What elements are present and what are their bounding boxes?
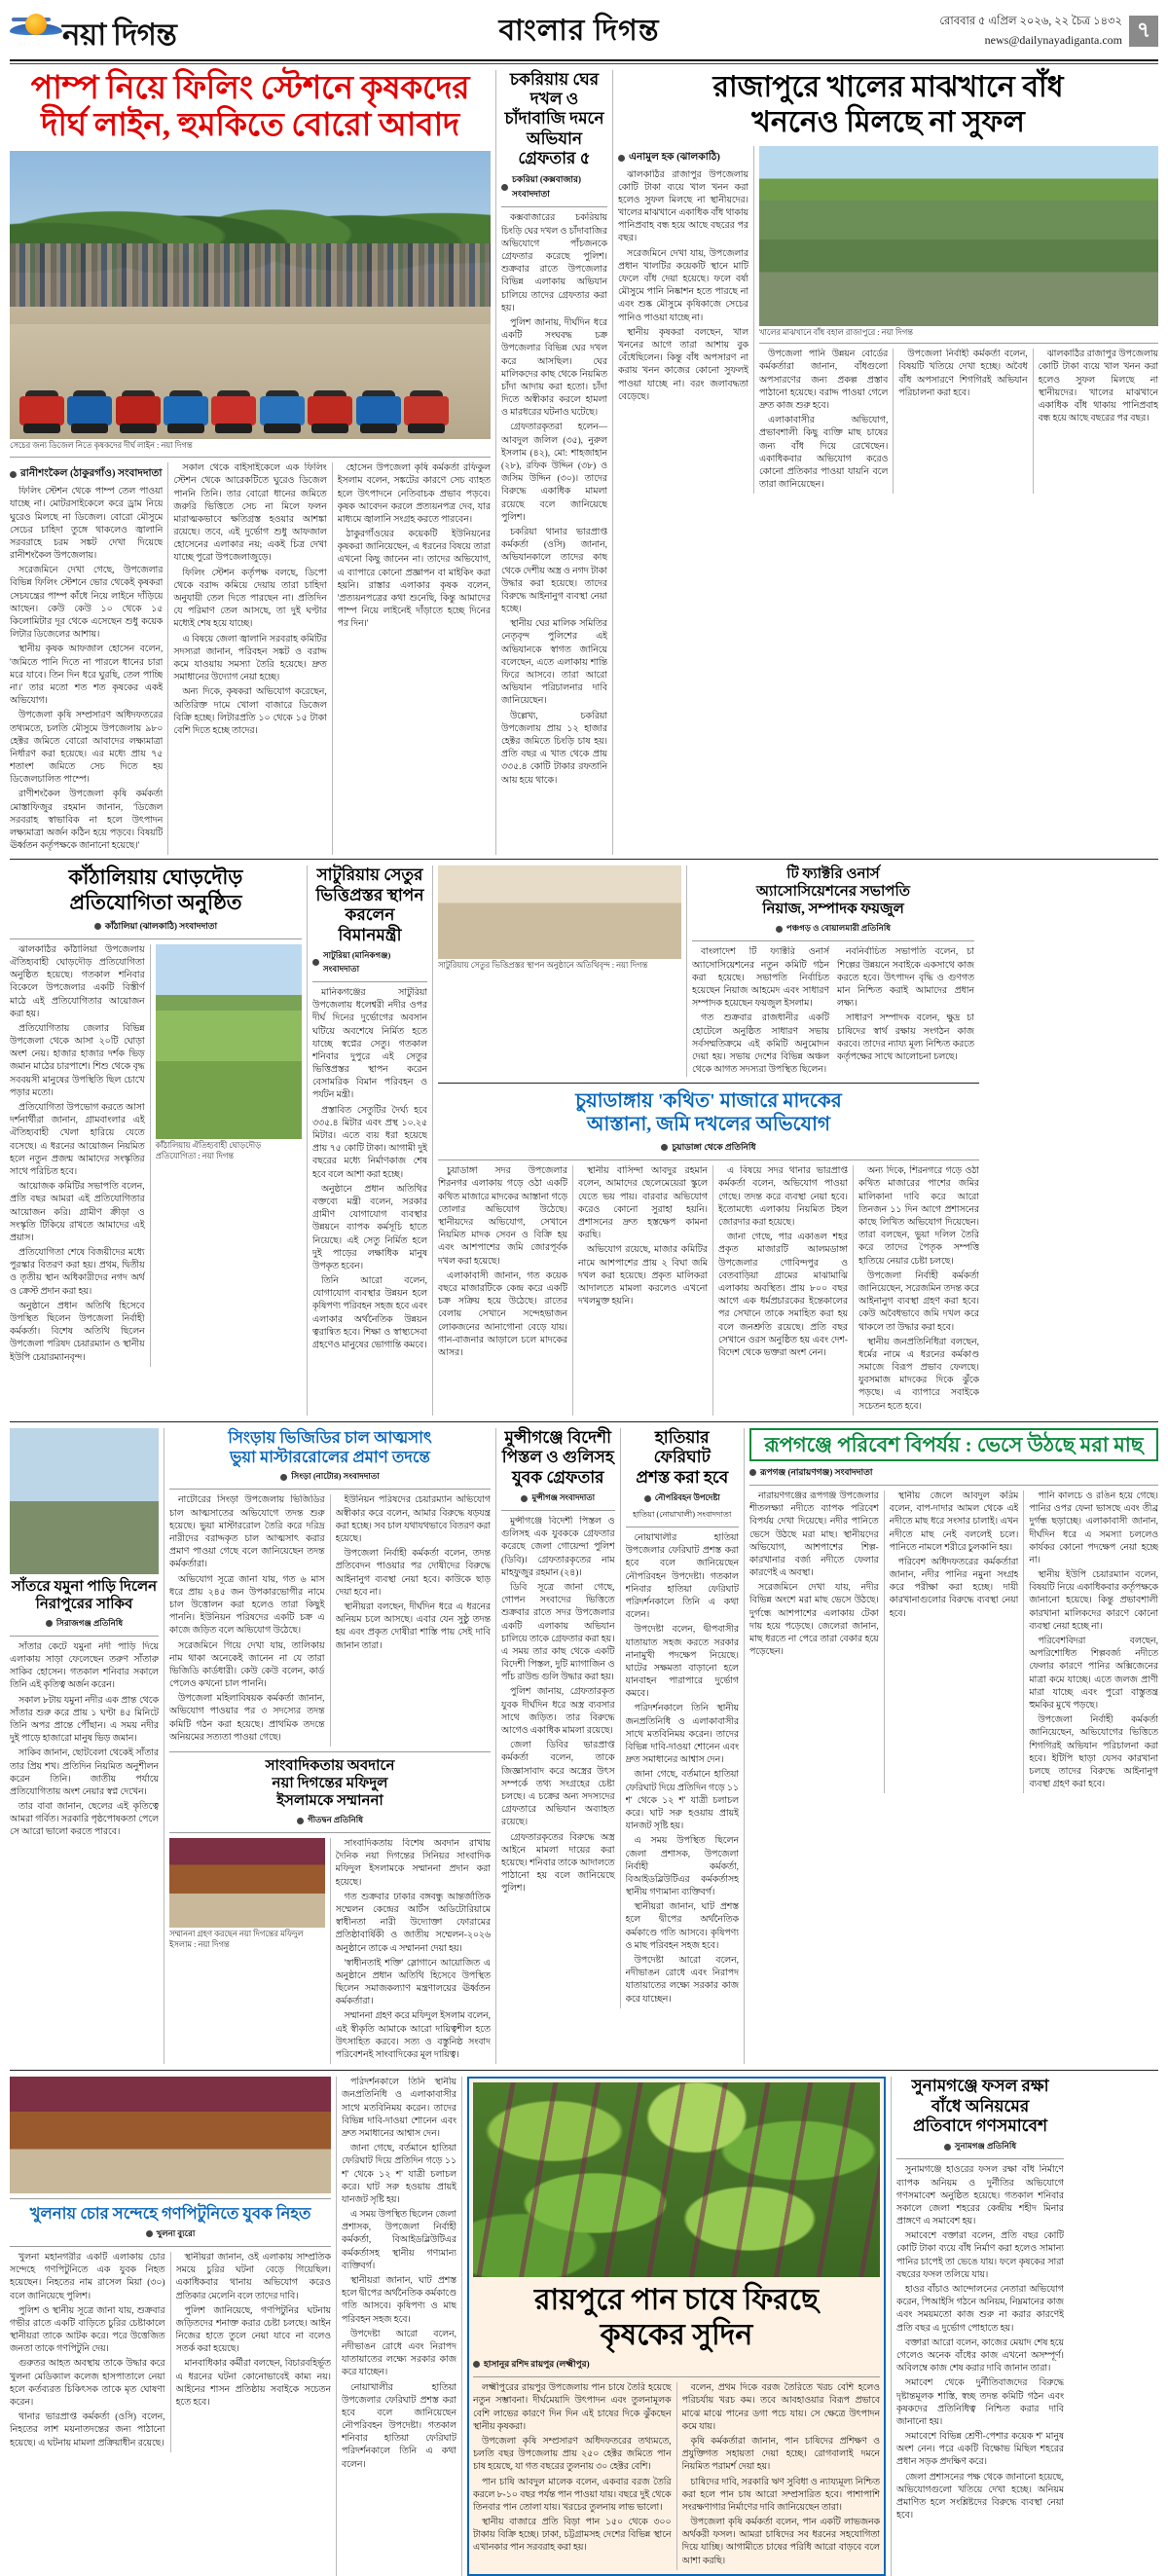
singra-headline-line1: সিংড়ায় ভিজিডির চাল আত্মসাৎ	[228, 1427, 432, 1447]
rupganj-body-col1: নারায়ণগঞ্জের রূপগঞ্জ উপজেলার শীতলক্ষ্যা নদীতে ব্যাপক পরিবেশ বিপর্যয় দেখা দিয়েছে। নদীর পানিতে ভেসে উঠছে মরা মাছ। স্থানীয়দের অভিযোগ, আশপাশের শিল্প-কারখানার বর্জ্য নদীতে ফেলার কারণেই এ অবস্থা। সরেজমিনে দেখা যায়, নদীর বিভিন্ন অংশে মরা মাছ ভেসে উঠছে। দুর্গন্ধে আশপাশের এলাকায় টেকা দায় হয়ে পড়েছে। জেলেরা জানান, মাছ ধরতে না পেরে তারা বেকার হয়ে পড়েছেন।	[749, 1490, 879, 1658]
lead-headline-line2: দীর্ঘ লাইন, হুমকিতে বোরো আবাদ	[41, 108, 459, 144]
rupganj-banner	[749, 1428, 1158, 1461]
bullet-icon	[280, 1474, 287, 1481]
singra-headline-line2: ভুয়া মাস্টাররোলের প্রমাণ তদন্তে	[230, 1447, 430, 1466]
kathalia-headline-line1: কাঁঠালিয়ায় ঘোড়দৌড়	[68, 865, 243, 890]
swimmer-byline: সিরাজগঞ্জ প্রতিনিধি	[10, 1617, 159, 1631]
munshiganj-hatiya-block	[501, 1428, 739, 2064]
raipur-byline: হাসানুর রশিদ রায়পুর (লক্ষ্মীপুর)	[473, 2357, 880, 2372]
hatiya-headline-line2: প্রশস্ত করা হবে	[636, 1467, 729, 1487]
hatiya-byline: হাতিয়া (নোয়াখালী) সংবাদদাতা	[633, 1510, 732, 1520]
swimmer-body: সাঁতার কেটে যমুনা নদী পাড়ি দিয়ে এলাকায় সাড়া ফেলেছেন তরুণ সাঁতারু সাকিব হোসেন। গতকাল শনিবার সকালে তিনি এই কৃতিত্ব অর্জন করেন। সকাল ৮টায় যমুনা নদীর এক প্রান্ত থেকে সাঁতার শুরু করে প্রায় ১ ঘণ্টা ৪৫ মিনিটে তিনি অপর প্রান্তে পৌঁছান। এ সময় নদীর দুই পাড়ে হাজারো মানুষ ভিড় জমান। সাকিব জানান, ছোটবেলা থেকেই সাঁতার তার প্রিয় শখ। প্রতিদিন নিয়মিত অনুশীলন করেন তিনি। জাতীয় পর্যায়ে প্রতিযোগিতায় অংশ নেয়ার স্বপ্ন দেখেন। তার বাবা জানান, ছেলের এই কৃতিত্বে আমরা গর্বিত। সরকারি পৃষ্ঠপোষকতা পেলে সে আরো ভালো করতে পারবে।	[10, 1641, 159, 1838]
sunamganj-body: সুনামগঞ্জে হাওরের ফসল রক্ষা বাঁধ নির্মাণে ব্যাপক অনিয়ম ও দুর্নীতির অভিযোগে গণসমাবেশ অনুষ্ঠিত হয়েছে। গতকাল শনিবার সকালে জেলা শহরের কেন্দ্রীয় শহীদ মিনার প্রাঙ্গণে এ সমাবেশ হয়। সমাবেশে বক্তারা বলেন, প্রতি বছর কোটি কোটি টাকা ব্যয়ে বাঁধ নির্মাণ করা হলেও সামান্য পানির চাপেই তা ভেঙে যায়। ফলে কৃষকের সারা বছরের ফসল তলিয়ে যায়। হাওর বাঁচাও আন্দোলনের নেতারা অভিযোগ করেন, পিআইসি গঠনে অনিয়ম, নিম্নমানের কাজ এবং সময়মতো কাজ শুরু না করার কারণেই প্রতি বছর এ দুর্ভোগ পোহাতে হয়। বক্তারা আরো বলেন, কাজের মেয়াদ শেষ হয়ে গেলেও অনেক বাঁধের কাজ এখনো অসম্পূর্ণ। অবিলম্বে কাজ শেষ করার দাবি জানান তারা। সমাবেশ থেকে দুর্নীতিবাজদের বিরুদ্ধে দৃষ্টান্তমূলক শাস্তি, স্বচ্ছ তদন্ত কমিটি গঠন এবং কৃষকদের প্রতিনিধিত্ব নিশ্চিত করার দাবি জানানো হয়। সমাবেশে বিভিন্ন শ্রেণী-পেশার কয়েক শ' মানুষ অংশ নেন। পরে একটি বিক্ষোভ মিছিল শহরের প্রধান সড়ক প্রদক্ষিণ করে। জেলা প্রশাসনের পক্ষ থেকে জানানো হয়েছে, অভিযোগগুলো খতিয়ে দেখা হচ্ছে। অনিয়ম প্রমাণিত হলে সংশ্লিষ্টদের বিরুদ্ধে ব্যবস্থা নেয়া হবে।	[896, 2165, 1064, 2521]
rajapur-photo-caption: খালের মাঝখানে বাঁধ বহাল রাজাপুরে : নয়া দিগন্ত	[759, 327, 913, 337]
khulna-story	[10, 2077, 331, 2576]
satturia-headline-line2: ভিত্তিপ্রস্তর স্থাপন	[315, 885, 424, 904]
raipur-photo	[473, 2082, 880, 2277]
hatiya-story	[626, 1428, 740, 2008]
sunamganj-story	[896, 2077, 1064, 2576]
rajapur-body-col3: উপজেলা নির্বাহী কর্মকর্তা বলেন, বিষয়টি খতিয়ে দেখা হচ্ছে। অবৈধ বাঁধ অপসারণে শিগগিরই অভিযান পরিচালনা করা হবে।	[898, 350, 1028, 398]
lead-photo	[10, 151, 491, 439]
honor-body: সাংবাদিকতায় বিশেষ অবদান রাখায় দৈনিক নয়া দিগন্তের সিনিয়র সাংবাদিক মফিদুল ইসলামকে সম্মাননা প্রদান করা হয়েছে। গত শুক্রবার ঢাকার বঙ্গবন্ধু আন্তর্জাতিক সম্মেলন কেন্দ্রের আর্টস অডিটোরিয়ামে স্বাধীনতা নারী উদ্যোক্তা ফোরামের প্রতিষ্ঠাবার্ষিকী ও জাতীয় সম্মেলন-২০২৬ অনুষ্ঠানে তাকে এ সম্মাননা দেয়া হয়। 'স্বাধীনতাই শক্তি' স্লোগানে আয়োজিত এ অনুষ্ঠানে প্রধান অতিথি হিসেবে উপস্থিত ছিলেন সমাজকল্যাণ মন্ত্রণালয়ের ঊর্ধ্বতন কর্মকর্তারা। সম্মাননা গ্রহণ করে মফিদুল ইসলাম বলেন, এই স্বীকৃতি আমাকে আরো দায়িত্বশীল হতে উৎসাহিত করবে। সত্য ও বস্তুনিষ্ঠ সংবাদ পরিবেশনই সাংবাদিকের মূল দায়িত্ব।	[335, 1839, 491, 2060]
lead-story	[10, 70, 491, 856]
munshiganj-story	[501, 1428, 615, 2008]
honor-byline: গীতদ্বন প্রতিনিধি	[169, 1814, 491, 1827]
tea-headline-line3: নিয়াজ, সম্পাদক ফয়জুল	[762, 902, 904, 918]
satturia-body: মানিকগঞ্জের সাটুরিয়া উপজেলায় ধলেশ্বরী নদীর ওপর দীর্ঘ দিনের দুর্ভোগের অবসান ঘটিয়ে অবশেষে নির্মিত হতে যাচ্ছে স্বপ্নের সেতু। গতকাল শনিবার দুপুরে এই সেতুর ভিত্তিপ্রস্তর স্থাপন করেন বেসামরিক বিমান পরিবহন ও পর্যটন মন্ত্রী। প্রস্তাবিত সেতুটির দৈর্ঘ্য হবে ৩৩৫.৪ মিটার এবং প্রস্থ ১০.২৫ মিটার। এতে ব্যয় ধরা হয়েছে প্রায় ৭৫ কোটি টাকা। আগামী দুই বছরের মধ্যে নির্মাণকাজ শেষ হবে বলে আশা করা হচ্ছে। অনুষ্ঠানে প্রধান অতিথির বক্তব্যে মন্ত্রী বলেন, সরকার গ্রামীণ যোগাযোগ ব্যবস্থার উন্নয়নে ব্যাপক কর্মসূচি হাতে নিয়েছে। এই সেতু নির্মিত হলে দুই পাড়ের লক্ষাধিক মানুষ উপকৃত হবেন। তিনি আরো বলেন, যোগাযোগ ব্যবস্থার উন্নয়ন হলে কৃষিপণ্য পরিবহন সহজ হবে এবং এলাকার অর্থনৈতিক উন্নয়ন ত্বরান্বিত হবে। শিক্ষা ও স্বাস্থ্যসেবা গ্রহণেও মানুষের ভোগান্তি কমবে।	[312, 987, 427, 1351]
bullet-icon	[94, 923, 101, 930]
bullet-icon	[10, 471, 17, 478]
raipur-headline-line1: রায়পুরে পান চাষে ফিরছে	[534, 2284, 819, 2317]
rajapur-byline: এনামুল হক (ঝালকাঠি)	[618, 150, 748, 166]
hatiya-body-cont: পরিদর্শনকালে তিনি স্থানীয় জনপ্রতিনিধি ও এলাকাবাসীর সাথে মতবিনিময় করেন। তাদের বিভিন্ন দাবি-দাওয়া শোনেন এবং দ্রুত সমাধানের আশ্বাস দেন। জানা গেছে, বর্তমানে হাতিয়া ফেরিঘাট দিয়ে প্রতিদিন গড়ে ১১ শ' থেকে ১২ শ' যাত্রী চলাচল করে। ঘাট সরু হওয়ায় প্রায়ই যানজট সৃষ্টি হয়। এ সময় উপস্থিত ছিলেন জেলা প্রশাসক, উপজেলা নির্বাহী কর্মকর্তা, বিআইডব্লিউটিএর কর্মকর্তাসহ স্থানীয় গণ্যমান্য ব্যক্তিবর্গ। স্থানীয়রা জানান, ঘাট প্রশস্ত হলে দ্বীপের অর্থনৈতিক কর্মকাণ্ডে গতি আসবে। কৃষিপণ্য ও মাছ পরিবহন সহজ হবে। উপদেষ্টা আরো বলেন, নদীভাঙন রোধে এবং নিরাপদ যাতায়াতের লক্ষ্যে সরকার কাজ করে যাচ্ছেন। নোয়াখালীর হাতিয়া উপজেলার ফেরিঘাট প্রশস্ত করা হবে বলে জানিয়েছেন নৌপরিবহন উপদেষ্টা। গতকাল শনিবার হাতিয়া ফেরিঘাট পরিদর্শনকালে তিনি এ কথা বলেন।	[342, 2078, 456, 2470]
masthead-rule	[10, 59, 1158, 61]
kathalia-photo	[156, 944, 302, 1139]
bullet-icon	[644, 1495, 651, 1502]
munshiganj-body: মুন্সীগঞ্জে বিদেশী পিস্তল ও গুলিসহ এক যুবককে গ্রেফতার করেছে জেলা গোয়েন্দা পুলিশ (ডিবি)। গ্রেফতারকৃতের নাম মাহফুজুর রহমান (২৪)। ডিবি সূত্রে জানা গেছে, গোপন সংবাদের ভিত্তিতে শুক্রবার রাতে সদর উপজেলার একটি এলাকায় অভিযান চালিয়ে তাকে গ্রেফতার করা হয়। এ সময় তার কাছ থেকে একটি বিদেশী পিস্তল, দুটি ম্যাগাজিন ও পাঁচ রাউন্ড গুলি উদ্ধার করা হয়। পুলিশ জানায়, গ্রেফতারকৃত যুবক দীর্ঘদিন ধরে অস্ত্র ব্যবসার সাথে জড়িত। তার বিরুদ্ধে আগেও একাধিক মামলা রয়েছে। জেলা ডিবির ভারপ্রাপ্ত কর্মকর্তা বলেন, তাকে জিজ্ঞাসাবাদ করে অস্ত্রের উৎস সম্পর্কে তথ্য সংগ্রহের চেষ্টা চলছে। এ চক্রের অন্য সদস্যদের গ্রেফতারে অভিযান অব্যাহত রয়েছে। গ্রেফতারকৃতের বিরুদ্ধে অস্ত্র আইনে মামলা দায়ের করা হয়েছে। শনিবার তাকে আদালতে পাঠানো হয় বলে জানিয়েছে পুলিশ।	[501, 1517, 615, 1895]
publication-logo[interactable]	[10, 12, 253, 51]
munshiganj-headline-line1: মুন্সীগঞ্জে বিদেশী	[504, 1427, 611, 1447]
lead-body-col3: হোসেন উপজেলা কৃষি কর্মকর্তা রফিকুল ইসলাম বলেন, সঙ্কটের কারণে সেচ ব্যাহত হলে উৎপাদনে নেতিবাচক প্রভাব পড়বে। কৃষক আবেদন করলে প্রত্যয়নপত্র দেব, যার মাধ্যমে জ্বালানি সংগ্রহ করতে পারবেন। ঠাকুরগাঁওয়ের কয়েকটি ইউনিয়নের কৃষকরা জানিয়েছেন, এ ধরনের বিষয়ে তারা এখনো কিছু জানেন না। তাদের অভিযোগ, এ ব্যাপারে কোনো প্রজ্ঞাপন বা মাইকিং করা হয়নি। রাস্তার এলাকার কৃষক বলেন, 'প্রত্যয়নপত্রের কথা শুনেছি, কিন্তু আমাদের পাম্প নিয়ে লাইনেই দাঁড়াতে হচ্ছে দিনের পর দিন।'	[337, 463, 491, 630]
tea-body: বাংলাদেশ টি ফ্যাক্টরি ওনার্স অ্যাসোসিয়েশনের নতুন কমিটি গঠন করা হয়েছে। সভাপতি নির্বাচিত হয়েছেন নিয়াজ আহমেদ এবং সাধারণ সম্পাদক হয়েছেন ফয়জুল ইসলাম। গত শুক্রবার রাজধানীর একটি হোটেলে অনুষ্ঠিত সাধারণ সভায় সর্বসম্মতিক্রমে এই কমিটি অনুমোদন দেয়া হয়। সভায় দেশের বিভিন্ন অঞ্চল থেকে আগত সদস্যরা উপস্থিত ছিলেন। নবনির্বাচিত সভাপতি বলেন, চা শিল্পের উন্নয়নে সবাইকে একসাথে কাজ করতে হবে। উৎপাদন বৃদ্ধি ও গুণগত মান নিশ্চিত করাই আমাদের প্রধান লক্ষ্য। সাধারণ সম্পাদক বলেন, ক্ষুদ্র চা চাষিদের স্বার্থ রক্ষায় সংগঠন কাজ করবে। তাদের ন্যায্য মূল্য নিশ্চিত করতে কর্তৃপক্ষের সাথে আলোচনা চলছে।	[692, 947, 974, 1076]
honor-headline-line1: সাংবাদিকতায় অবদানে	[265, 1758, 395, 1774]
hatiya-subhead: নৌপরিবহন উপদেষ্টা	[626, 1491, 740, 1505]
singra-body-col1: নাটোরের সিংড়া উপজেলায় ভিজিডির চাল আত্মসাতের অভিযোগে তদন্ত শুরু হয়েছে। ভুয়া মাস্টাররোল তৈরি করে দরিদ্র নারীদের বরাদ্দকৃত চাল আত্মসাৎ করার প্রমাণ পাওয়া গেছে বলে জানিয়েছেন তদন্ত কর্মকর্তারা। অভিযোগ সূত্রে জানা যায়, গত ৬ মাস ধরে প্রায় ২৪৫ জন উপকারভোগীর নামে চাল উত্তোলন করা হলেও তারা কিছুই পাননি। ইউনিয়ন পরিষদের একটি চক্র এ কাজে জড়িত বলে অভিযোগ উঠেছে। সরেজমিনে গিয়ে দেখা যায়, তালিকায় নাম থাকা অনেকেই জানেন না যে তারা ভিজিডি কার্ডধারী। কেউ কেউ বলেন, কার্ড পেলেও কখনো চাল পাননি। উপজেলা মহিলাবিষয়ক কর্মকর্তা জানান, অভিযোগ পাওয়ার পর ৩ সদস্যের তদন্ত কমিটি গঠন করা হয়েছে। প্রাথমিক তদন্তে অনিয়মের সত্যতা পাওয়া গেছে।	[169, 1495, 325, 1743]
munshiganj-byline: মুন্সীগঞ্জ সংবাদদাতা	[501, 1491, 615, 1505]
kathalia-headline-line2: প্রতিযোগিতা অনুষ্ঠিত	[69, 890, 242, 914]
sunamganj-byline: সুনামগঞ্জ প্রতিনিধি	[896, 2140, 1064, 2153]
page-number-badge: ৭	[1129, 16, 1158, 47]
chuadanga-body-col1: চুয়াডাঙ্গা সদর উপজেলার শিরনগর এলাকায় গড়ে ওঠা একটি কথিত মাজারে মাদকের আস্তানা গড়ে তোলার অভিযোগ উঠেছে। স্থানীয়দের অভিযোগ, সেখানে নিয়মিত মাদক সেবন ও বিক্রি হয় এবং আশপাশের জমি জোরপূর্বক দখল করা হয়েছে। এলাকাবাসী জানান, গত কয়েক বছরে মাজারটিকে কেন্দ্র করে একটি চক্র সক্রিয় হয়ে উঠেছে। রাতের বেলায় সেখানে সন্দেহভাজন লোকজনের আনাগোনা বেড়ে যায়। গান-বাজনার আড়ালে চলে মাদকের আসর।	[438, 1166, 567, 1358]
bullet-icon	[46, 1620, 53, 1627]
chuadanga-body-col4: অন্য দিকে, শিরনগরে গড়ে ওঠা কথিত মাজারের পাশের জমির মালিকানা দাবি করে আরো তিনজন ১১ দিন আগে প্রশাসনের কাছে লিখিত অভিযোগ দিয়েছেন। তারা বলছেন, ভুয়া দলিল তৈরি করে তাদের পৈতৃক সম্পত্তি হাতিয়ে নেয়ার চেষ্টা চলছে। উপজেলা নির্বাহী কর্মকর্তা জানিয়েছেন, সরেজমিন তদন্ত করে আইনানুগ ব্যবস্থা গ্রহণ করা হবে। কেউ অবৈধভাবে জমি দখল করে থাকলে তা উদ্ধার করা হবে। স্থানীয় জনপ্রতিনিধিরা বলছেন, ধর্মের নামে এ ধরনের কর্মকাণ্ড সমাজে বিরূপ প্রভাব ফেলছে। যুবসমাজ মাদকের দিকে ঝুঁকে পড়ছে। এ ব্যাপারে সবাইকে সচেতন হতে হবে।	[858, 1166, 979, 1412]
bullet-icon	[776, 926, 783, 933]
chakaria-byline: চকরিয়া (কক্সবাজার) সংবাদদাতা	[501, 172, 607, 202]
khulna-body-col1: খুলনা মহানগরীর একটি এলাকায় চোর সন্দেহে গণপিটুনিতে এক যুবক নিহত হয়েছেন। নিহতের নাম রাসেল মিয়া (৩০) বলে জানিয়েছে পুলিশ। পুলিশ ও স্থানীয় সূত্রে জানা যায়, শুক্রবার গভীর রাতে একটি বাড়িতে চুরির চেষ্টাকালে স্থানীয়রা তাকে আটক করে। পরে উত্তেজিত জনতা তাকে গণপিটুনি দেয়। গুরুতর আহত অবস্থায় তাকে উদ্ধার করে খুলনা মেডিক্যাল কলেজ হাসপাতালে নেয়া হলে কর্তব্যরত চিকিৎসক তাকে মৃত ঘোষণা করেন। থানার ভারপ্রাপ্ত কর্মকর্তা (ওসি) বলেন, নিহতের লাশ ময়নাতদন্তের জন্য পাঠানো হয়েছে। এ ঘটনায় মামলা প্রক্রিয়াধীন রয়েছে।	[10, 2252, 165, 2448]
kathalia-story	[10, 865, 302, 1415]
raipur-headline-line2: কৃষকের সুদিন	[600, 2319, 753, 2352]
khulna-photo	[10, 2077, 331, 2193]
lead-photo-caption: সেচের জন্য ডিজেল নিতে কৃষকদের দীর্ঘ লাইন : নয়া দিগন্ত	[10, 441, 193, 451]
singra-body-col2: ইউনিয়ন পরিষদের চেয়ারম্যান অভিযোগ অস্বীকার করে বলেন, আমার বিরুদ্ধে ষড়যন্ত্র করা হচ্ছে। সব চাল যথাযথভাবে বিতরণ করা হয়েছে। উপজেলা নির্বাহী কর্মকর্তা বলেন, তদন্ত প্রতিবেদন পাওয়ার পর দোষীদের বিরুদ্ধে আইনানুগ ব্যবস্থা নেয়া হবে। কাউকে ছাড় দেয়া হবে না। স্থানীয়রা বলছেন, দীর্ঘদিন ধরে এ ধরনের অনিয়ম চলে আসছে। এবার যেন সুষ্ঠু তদন্ত হয় এবং প্রকৃত দোষীরা শাস্তি পায় সেই দাবি জানান তারা।	[335, 1495, 491, 1651]
kathalia-body-col1: ঝালকাঠির কাঁঠালিয়া উপজেলায় ঐতিহ্যবাহী ঘোড়দৌড় প্রতিযোগিতা অনুষ্ঠিত হয়েছে। গতকাল শনিবার বিকেলে উপজেলার একটি বিস্তীর্ণ মাঠে এই প্রতিযোগিতার আয়োজন করা হয়। প্রতিযোগিতায় জেলার বিভিন্ন উপজেলা থেকে আসা ২০টি ঘোড়া অংশ নেয়। হাজার হাজার দর্শক ভিড় জমান মাঠের চারপাশে। শিশু থেকে বৃদ্ধ সববয়সী মানুষের উপস্থিতি ছিল চোখে পড়ার মতো। প্রতিযোগিতা উপভোগ করতে আসা দর্শনার্থীরা জানান, গ্রামবাংলার এই ঐতিহ্যবাহী খেলা হারিয়ে যেতে বসেছে। এ ধরনের আয়োজন নিয়মিত হলে নতুন প্রজন্ম আমাদের সংস্কৃতির সাথে পরিচিত হবে। আয়োজক কমিটির সভাপতি বলেন, প্রতি বছর আমরা এই প্রতিযোগিতার আয়োজন করি। গ্রামীণ ক্রীড়া ও সংস্কৃতি টিকিয়ে রাখতে আমাদের এই প্রয়াস। প্রতিযোগিতা শেষে বিজয়ীদের মধ্যে পুরস্কার বিতরণ করা হয়। প্রথম, দ্বিতীয় ও তৃতীয় স্থান অধিকারীদের নগদ অর্থ ও ক্রেস্ট প্রদান করা হয়। অনুষ্ঠানে প্রধান অতিথি হিসেবে উপস্থিত ছিলেন উপজেলা নির্বাহী কর্মকর্তা। বিশেষ অতিথি ছিলেন উপজেলা পরিষদ চেয়ারম্যান ও স্থানীয় ইউপি চেয়ারম্যানবৃন্দ।	[10, 944, 145, 1363]
masthead	[10, 6, 1158, 56]
satturia-story	[312, 865, 427, 1415]
chuadanga-block	[438, 865, 979, 1415]
bullet-icon	[749, 1469, 756, 1476]
chuadanga-body-col3: এ বিষয়ে সদর থানার ভারপ্রাপ্ত কর্মকর্তা বলেন, অভিযোগ পাওয়া গেছে। তদন্ত করে ব্যবস্থা নেয়া হবে। ইতোমধ্যে এলাকায় নিয়মিত টহল জোরদার করা হয়েছে। জানা গেছে, পার একাঙল শহর প্রকৃত মাজারটি আলমডাঙ্গা উপজেলার গোবিন্দপুর ও বেতবাড়িয়া গ্রামের মাঝামাঝি এলাকায় অবস্থিত। প্রায় ৮০০ বছর আগে এক ধর্মপ্রচারকের ইন্তেকালের পর সেখানে তাকে সমাহিত করা হয় বলে জনশ্রুতি রয়েছে। প্রতি বছর সেখানে ওরস অনুষ্ঠিত হয় এবং দেশ-বিদেশ থেকে ভক্তরা অংশ নেন।	[717, 1166, 848, 1358]
bullet-icon	[473, 2361, 480, 2368]
date-line: রোববার ৫ এপ্রিল ২০২৬, ২২ চৈত্র ১৪৩২	[939, 16, 1122, 28]
swimmer-photo	[10, 1428, 159, 1574]
raipur-story	[467, 2077, 886, 2576]
chuadanga-headline-line2: আস্তানা, জমি দখলের অভিযোগ	[587, 1114, 830, 1136]
rajapur-body-col2: উপজেলা পানি উন্নয়ন বোর্ডের কর্মকর্তারা জানান, বাঁধগুলো অপসারণের জন্য প্রকল্প প্রস্তাব পাঠানো হয়েছে। বরাদ্দ পাওয়া গেলে দ্রুত কাজ শুরু হবে। এলাকাবাসীর অভিযোগ, প্রভাবশালী কিছু ব্যক্তি মাছ চাষের জন্য বাঁধ দিয়ে রেখেছেন। একাধিকবার অভিযোগ করেও কোনো প্রতিকার পাওয়া যায়নি বলে তারা জানিয়েছেন।	[759, 350, 889, 491]
section-title: বাংলার দিগন্ত	[498, 14, 660, 47]
satturia-photo-caption: সাটুরিয়ায় সেতুর ভিত্তিপ্রস্তর স্থাপন অনুষ্ঠানে অতিথিবৃন্দ : নয়া দিগন্ত	[438, 961, 648, 971]
hatiya-cont	[342, 2077, 456, 2576]
chuadanga-body-col2: স্থানীয় বাসিন্দা আবদুর রহমান বলেন, আমাদের ছেলেমেয়েরা স্কুলে যেতে ভয় পায়। বারবার অভিযোগ করেও কোনো সুরাহা হয়নি। প্রশাসনের দ্রুত হস্তক্ষেপ কামনা করছি। অভিযোগ রয়েছে, মাজার কমিটির নামে আশপাশের প্রায় ২ বিঘা জমি দখল করা হয়েছে। প্রকৃত মালিকরা আদালতে মামলা করলেও এখনো দখলমুক্ত হয়নি।	[577, 1166, 708, 1307]
logo-text: নয়া দিগন্ত	[62, 18, 177, 52]
raipur-body-col2: বলেন, প্রথম দিকে বরজ তৈরিতে খরচ বেশি হলেও পরিচর্যায় খরচ কম। তবে আবহাওয়ার বিরূপ প্রভাবে মাঝে মাঝে পানের ডগা পচে যায়। সে ক্ষেত্রে উৎপাদন কমে যায়। কৃষি কর্মকর্তারা জানান, পান চাষিদের প্রশিক্ষণ ও প্রযুক্তিগত সহায়তা দেয়া হচ্ছে। রোগবালাই দমনে নিয়মিত পরামর্শ দেয়া হয়। চাষিদের দাবি, সরকারি ঋণ সুবিধা ও ন্যায্যমূল্য নিশ্চিত করা হলে পান চাষ আরো সম্প্রসারিত হবে। পাশাপাশি সংরক্ষণাগার নির্মাণের দাবি জানিয়েছেন তারা। উপজেলা কৃষি কর্মকর্তা বলেন, পান একটি লাভজনক অর্থকরী ফসল। আমরা চাষিদের সব ধরনের সহযোগিতা দিয়ে যাচ্ছি। আগামীতে চাষের পরিধি আরো বাড়বে বলে আশা করছি।	[681, 2383, 880, 2566]
rajapur-photo	[759, 146, 1158, 326]
bullet-icon	[146, 2230, 153, 2237]
bullet-icon	[661, 1144, 668, 1151]
rajapur-headline-line1: রাজাপুরে খালের মাঝখানে বাঁধ	[712, 70, 1064, 103]
chakaria-headline-1: চকরিয়ায় ঘের দখল ও চাঁদাবাজি দমনে অভিযান গ্রেফতার ৫	[504, 69, 604, 168]
singra-byline: সিংড়া (নাটোর) সংবাদদাতা	[169, 1470, 491, 1484]
hatiya-body: নোয়াখালীর হাতিয়া উপজেলার ফেরিঘাট প্রশস্ত করা হবে বলে জানিয়েছেন নৌপরিবহন উপদেষ্টা। গতকাল শনিবার হাতিয়া ফেরিঘাট পরিদর্শনকালে তিনি এ কথা বলেন। উপদেষ্টা বলেন, দ্বীপবাসীর যাতায়াত সহজ করতে সরকার নানামুখী পদক্ষেপ নিয়েছে। ঘাটের সক্ষমতা বাড়ানো হলে যানবাহন পারাপারে দুর্ভোগ কমবে। পরিদর্শনকালে তিনি স্থানীয় জনপ্রতিনিধি ও এলাকাবাসীর সাথে মতবিনিময় করেন। তাদের বিভিন্ন দাবি-দাওয়া শোনেন এবং দ্রুত সমাধানের আশ্বাস দেন। জানা গেছে, বর্তমানে হাতিয়া ফেরিঘাট দিয়ে প্রতিদিন গড়ে ১১ শ' থেকে ১২ শ' যাত্রী চলাচল করে। ঘাট সরু হওয়ায় প্রায়ই যানজট সৃষ্টি হয়। এ সময় উপস্থিত ছিলেন জেলা প্রশাসক, উপজেলা নির্বাহী কর্মকর্তা, বিআইডব্লিউটিএর কর্মকর্তাসহ স্থানীয় গণ্যমান্য ব্যক্তিবর্গ। স্থানীয়রা জানান, ঘাট প্রশস্ত হলে দ্বীপের অর্থনৈতিক কর্মকাণ্ডে গতি আসবে। কৃষিপণ্য ও মাছ পরিবহন সহজ হবে। উপদেষ্টা আরো বলেন, নদীভাঙন রোধে এবং নিরাপদ যাতায়াতের লক্ষ্যে সরকার কাজ করে যাচ্ছেন।	[625, 1533, 739, 2005]
masthead-rule-thin	[10, 63, 1158, 64]
sunamganj-headline-line1: সুনামগঞ্জে ফসল রক্ষা	[911, 2077, 1049, 2096]
kathalia-byline: কাঁঠালিয়া (ঝালকাঠি) সংবাদদাতা	[10, 919, 302, 934]
singra-story	[169, 1428, 491, 2064]
lower-mid-block	[10, 1428, 1158, 2064]
email-address[interactable]: news@dailynayadiganta.com	[984, 32, 1122, 47]
lead-body-col1: ফিলিং স্টেশন থেকে পাম্প তেল পাওয়া যাচ্ছে না। মোটরসাইকেলে করে ড্রাম নিয়ে ঘুরেও মিলছে না ডিজেল। বোরো মৌসুমে সেচের চাহিদা তুঙ্গে থাকলেও জ্বালানি সরবরাহে চরম সঙ্কট দেখা দিয়েছে রানীশংকৈল উপজেলায়। সরেজমিনে দেখা গেছে, উপজেলার বিভিন্ন ফিলিং স্টেশনে ভোর থেকেই কৃষকরা সেচযন্ত্রের পাম্প কাঁধে নিয়ে লাইনে দাঁড়িয়ে আছেন। কেউ কেউ ১০ থেকে ১৫ কিলোমিটার দূর থেকে এসেছেন শুধু কয়েক লিটার ডিজেলের আশায়। স্থানীয় কৃষক আফজাল হোসেন বলেন, 'জমিতে পানি দিতে না পারলে ধানের চারা মরে যাবে। তিন দিন ধরে ঘুরছি, তেল পাচ্ছি না।' তার মতো শত শত কৃষকের একই অভিযোগ। উপজেলা কৃষি সম্প্রসারণ অধিদফতরের তথ্যমতে, চলতি মৌসুমে উপজেলায় ৯৮০ হেক্টর জমিতে বোরো আবাদের লক্ষ্যমাত্রা নির্ধারণ করা হয়েছে। এর মধ্যে প্রায় ৭৫ শতাংশ জমিতে সেচ দিতে হয় ডিজেলচালিত পাম্পে। রাণীশংকৈল উপজেলা কৃষি কর্মকর্তা মোস্তাফিজুর রহমান জানান, 'ডিজেল সরবরাহ স্বাভাবিক না হলে উৎপাদন লক্ষ্যমাত্রা অর্জন কঠিন হয়ে পড়বে। বিষয়টি ঊর্ধ্বতন কর্তৃপক্ষকে জানানো হয়েছে।'	[10, 487, 164, 852]
bullet-icon	[312, 959, 319, 966]
raipur-body-col1: লক্ষ্মীপুরের রায়পুর উপজেলায় পান চাষে তৈরি হয়েছে নতুন সম্ভাবনা। দীর্ঘমেয়াদি উৎপাদন এবং তুলনামূলক বেশি লাভের কারণে দিন দিন এই চাষের দিকে ঝুঁকছেন স্থানীয় কৃষকরা। উপজেলা কৃষি সম্প্রসারণ অধিদফতরের তথ্যমতে, চলতি বছর উপজেলায় প্রায় ২৫০ হেক্টর জমিতে পান চাষ হয়েছে, যা গত বছরের তুলনায় ৩০ হেক্টর বেশি। পান চাষি আবদুল মালেক বলেন, একবার বরজ তৈরি করলে ৮-১০ বছর পর্যন্ত পান পাওয়া যায়। বছরে দুই থেকে তিনবার পান তোলা যায়। খরচের তুলনায় লাভ ভালো। স্থানীয় বাজারে প্রতি বিড়া পান ১৫০ থেকে ৩০০ টাকায় বিক্রি হচ্ছে। ঢাকা, চট্টগ্রামসহ দেশের বিভিন্ন স্থানে এখানকার পান সরবরাহ করা হয়।	[473, 2383, 672, 2554]
swimmer-headline-line2: নিরাপুরের সাকিব	[35, 1596, 133, 1612]
sunamganj-headline-line3: প্রতিবাদে গণসমাবেশ	[912, 2116, 1048, 2135]
khulna-body-col2: স্থানীয়রা জানান, ওই এলাকায় সাম্প্রতিক সময়ে চুরির ঘটনা বেড়ে গিয়েছিল। একাধিকবার থানায় অভিযোগ করেও প্রতিকার মেলেনি বলে তাদের দাবি। পুলিশ জানিয়েছে, গণপিটুনির ঘটনায় জড়িতদের শনাক্ত করার চেষ্টা চলছে। আইন নিজের হাতে তুলে নেয়া যাবে না বলেও সতর্ক করা হয়েছে। মানবাধিকার কর্মীরা বলছেন, বিচারবহির্ভূত এ ধরনের ঘটনা কোনোভাবেই কাম্য নয়। আইনের শাসন প্রতিষ্ঠায় সবাইকে সচেতন হতে হবে।	[175, 2252, 331, 2409]
satturia-headline-line3: করলেন বিমানমন্ত্রী	[338, 905, 402, 944]
chuadanga-headline-line1: চুয়াডাঙ্গায় 'কথিত' মাজারে মাদকের	[575, 1090, 842, 1113]
rupganj-headline: রূপগঞ্জে পরিবেশ বিপর্যয় : ভেসে উঠছে মরা মাছ	[764, 1432, 1144, 1456]
khulna-byline: খুলনা ব্যুরো	[10, 2227, 331, 2241]
rajapur-body-col1: ঝালকাঠির রাজাপুর উপজেলায় কোটি টাকা ব্যয়ে খাল খনন করা হলেও সুফল মিলছে না স্থানীয়দের। খালের মাঝখানে একাধিক বাঁধ থাকায় পানিপ্রবাহ বন্ধ হয়ে আছে বছরের পর বছর। সরেজমিনে দেখা যায়, উপজেলার প্রধান খালটির কয়েকটি স্থানে মাটি ফেলে বাঁধ দেয়া হয়েছে। ফলে বর্ষা মৌসুমে পানি নিষ্কাশন হতে পারছে না এবং শুষ্ক মৌসুমে কৃষিকাজে সেচের পানিও পাওয়া যাচ্ছে না। স্থানীয় কৃষকরা বলছেন, খাল খননের আগে তারা আশায় বুক বেঁধেছিলেন। কিন্তু বাঁধ অপসারণ না করায় খনন কাজের কোনো সুফলই পাওয়া যাচ্ছে না। বরং জলাবদ্ধতা বেড়েছে।	[618, 169, 748, 402]
bottom-block	[10, 2077, 1158, 2576]
munshiganj-headline-line3: যুবক গ্রেফতার	[512, 1467, 604, 1487]
rupganj-body-col3: পানি কালচে ও রঙিন হয়ে গেছে। পানির ওপর ফেনা ভাসছে এবং তীব্র দুর্গন্ধ ছড়াচ্ছে। এলাকাবাসী জানান, দীর্ঘদিন ধরে এ সমস্যা চললেও কার্যকর কোনো পদক্ষেপ নেয়া হচ্ছে না। স্থানীয় ইউপি চেয়ারম্যান বলেন, বিষয়টি নিয়ে একাধিকবার কর্তৃপক্ষকে জানানো হয়েছে। কিন্তু প্রভাবশালী কারখানা মালিকদের কারণে কোনো ব্যবস্থা নেয়া হচ্ছে না। পরিবেশবিদরা বলছেন, অপরিশোধিত শিল্পবর্জ্য নদীতে ফেলার কারণে পানির অক্সিজেনের মাত্রা কমে যাচ্ছে। এতে জলজ প্রাণী মারা যাচ্ছে এবং পুরো বাস্তুতন্ত্র হুমকির মুখে পড়ছে। উপজেলা নির্বাহী কর্মকর্তা জানিয়েছেন, অভিযোগের ভিত্তিতে শিগগিরই অভিযান পরিচালনা করা হবে। ইটিপি ছাড়া যেসব কারখানা চলছে তাদের বিরুদ্ধে আইনানুগ ব্যবস্থা গ্রহণ করা হবে।	[1029, 1490, 1159, 1790]
satturia-photo	[438, 865, 681, 959]
rajapur-headline-line2: খননেও মিলছে না সুফল	[751, 105, 1025, 138]
rajapur-story	[618, 70, 1158, 856]
lead-headline-line1: পাম্প নিয়ে ফিলিং স্টেশনে কৃষকদের	[30, 70, 470, 106]
hatiya-headline-line1: হাতিয়ার ফেরিঘাট	[653, 1427, 711, 1467]
lead-byline: রানীশংকৈল (ঠাকুরগাঁও) সংবাদদাতা	[10, 466, 163, 483]
honor-headline-line3: ইসলামকে সম্মাননা	[276, 1793, 383, 1809]
tea-byline: পঞ্চগড় ও বোয়ালমারী প্রতিনিধি	[692, 922, 974, 936]
honor-photo	[169, 1838, 325, 1928]
satturia-byline: সাটুরিয়া (মানিকগঞ্জ) সংবাদদাতা	[312, 949, 427, 976]
honor-headline-line2: নয়া দিগন্তের মফিদুল	[272, 1776, 388, 1791]
chuadanga-byline: চুয়াডাঙ্গা থেকে প্রতিনিধি	[438, 1140, 979, 1155]
tea-headline-line1: টি ফ্যাক্টরি ওনার্স	[786, 866, 880, 883]
swimmer-headline-line1: সাঁতরে যমুনা পাড়ি দিলেন	[11, 1578, 158, 1595]
khulna-headline: খুলনায় চোর সন্দেহে গণপিটুনিতে যুবক নিহত	[29, 2204, 311, 2224]
sun-wave-logo-icon	[10, 12, 66, 51]
chakaria-body: কক্সবাজারের চকরিয়ায় চিংড়ি ঘের দখল ও চাঁদাবাজির অভিযোগে পাঁচজনকে গ্রেফতার করেছে পুলিশ। শুক্রবার রাতে উপজেলার বিভিন্ন এলাকায় অভিযান চালিয়ে তাদের গ্রেফতার করা হয়। পুলিশ জানায়, দীর্ঘদিন ধরে একটি সংঘবদ্ধ চক্র উপজেলার বিভিন্ন ঘের দখল করে আসছিল। ঘের মালিকদের কাছ থেকে নিয়মিত চাঁদা আদায় করা হতো। চাঁদা দিতে অস্বীকার করলে হামলা ও মারধরের ঘটনাও ঘটেছে। গ্রেফতারকৃতরা হলেন—আবদুল জলিল (৩৫), নুরুল ইসলাম (৪২), মো: শাহজাহান (২৮), রফিক উদ্দিন (৩৮) ও জসিম উদ্দিন (৩০)। তাদের বিরুদ্ধে একাধিক মামলা রয়েছে বলে জানিয়েছে পুলিশ। চকরিয়া থানার ভারপ্রাপ্ত কর্মকর্তা (ওসি) জানান, অভিযানকালে তাদের কাছ থেকে দেশীয় অস্ত্র ও নগদ টাকা উদ্ধার করা হয়েছে। তাদের বিরুদ্ধে আইনানুগ ব্যবস্থা নেয়া হচ্ছে। স্থানীয় ঘের মালিক সমিতির নেতৃবৃন্দ পুলিশের এই অভিযানকে স্বাগত জানিয়ে বলেছেন, এতে এলাকায় শান্তি ফিরে আসবে। তারা আরো অভিযান পরিচালনার দাবি জানিয়েছেন। উল্লেখ্য, চকরিয়া উপজেলায় প্রায় ১২ হাজার হেক্টর জমিতে চিংড়ি চাষ হয়। প্রতি বছর এ খাত থেকে প্রায় ৩৩৫.৪ কোটি টাকার রফতানি আয় হয়ে থাকে।	[501, 213, 607, 786]
sunamganj-headline-line2: বাঁধে অনিয়মের	[931, 2096, 1030, 2116]
satturia-headline-line1: সাটুরিয়ায় সেতুর	[316, 865, 423, 885]
honor-photo-caption: সম্মাননা গ্রহণ করছেন নয়া দিগন্তের মফিদুল ইসলাম : নয়া দিগন্ত	[169, 1930, 304, 1949]
kathalia-photo-caption: কাঁঠালিয়ায় ঐতিহ্যবাহী ঘোড়দৌড় প্রতিযোগিতা : নয়া দিগন্ত	[155, 1140, 262, 1160]
bullet-icon	[521, 1495, 528, 1502]
rupganj-story	[749, 1428, 1158, 2064]
bullet-icon	[618, 155, 625, 162]
swimmer-story	[10, 1428, 159, 2064]
munshiganj-headline-line2: পিস্তল ও গুলিসহ	[501, 1448, 614, 1467]
lead-body-col2: সকাল থেকে বাইসাইকেলে এক ফিলিং স্টেশন থেকে আরেকটিতে ঘুরেও ডিজেল পাননি তিনি। তার বোরো ধানের জমিতে জরুরি ভিত্তিতে সেচ না মিলে ফলন মারাত্মকভাবে ক্ষতিগ্রস্ত হওয়ার আশঙ্কা রয়েছে। তবে, এই দুর্ভোগ শুধু আফজাল হোসেনের এলাকার নয়; একই চিত্র দেখা যাচ্ছে পুরো উপজেলাজুড়ে। ফিলিং স্টেশন কর্তৃপক্ষ বলছে, ডিপো থেকে বরাদ্দ কমিয়ে দেয়ায় তারা চাহিদা অনুযায়ী তেল দিতে পারছেন না। প্রতিদিন যে পরিমাণ তেল আসছে, তা দুই ঘণ্টার মধ্যেই শেষ হয়ে যাচ্ছে। এ বিষয়ে জেলা জ্বালানি সরবরাহ কমিটির সদস্যরা জানান, পরিবহন সঙ্কট ও বরাদ্দ কমে যাওয়ায় সমস্যা তৈরি হয়েছে। দ্রুত সমাধানের উদ্যোগ নেয়া হচ্ছে। অন্য দিকে, কৃষকরা অভিযোগ করেছেন, অতিরিক্ত দামে খোলা বাজারে ডিজেল বিক্রি হচ্ছে। লিটারপ্রতি ১০ থেকে ১৫ টাকা বেশি দিতে হচ্ছে তাদের।	[173, 463, 327, 736]
chakaria-story	[501, 70, 607, 856]
tea-headline-line2: অ্যাসোসিয়েশনের সভাপতি	[755, 884, 911, 901]
rajapur-body-col4: ঝালকাঠির রাজাপুর উপজেলায় কোটি টাকা ব্যয়ে খাল খনন করা হলেও সুফল মিলছে না স্থানীয়দের। খালের মাঝখানে একাধিক বাঁধ থাকায় পানিপ্রবাহ বন্ধ হয়ে আছে বছরের পর বছর।	[1038, 350, 1158, 424]
rupganj-byline: রূপগঞ্জ (নারায়ণগঞ্জ) সংবাদদাতা	[749, 1465, 1158, 1480]
mid-block	[10, 865, 1158, 1415]
rupganj-body-col2: স্থানীয় জেলে আবদুল করিম বলেন, বাপ-দাদার আমল থেকে এই নদীতে মাছ ধরে সংসার চালাই। এখন নদীতে মাছ নেই বললেই চলে। পানিতে নামলে শরীরে চুলকানি হয়। পরিবেশ অধিদফতরের কর্মকর্তারা জানান, নদীর পানির নমুনা সংগ্রহ করে পরীক্ষা করা হচ্ছে। দায়ী কারখানাগুলোর বিরুদ্ধে ব্যবস্থা নেয়া হবে।	[889, 1490, 1019, 1619]
bullet-icon	[944, 2144, 951, 2151]
masthead-right	[905, 14, 1158, 48]
bullet-icon	[501, 184, 508, 191]
